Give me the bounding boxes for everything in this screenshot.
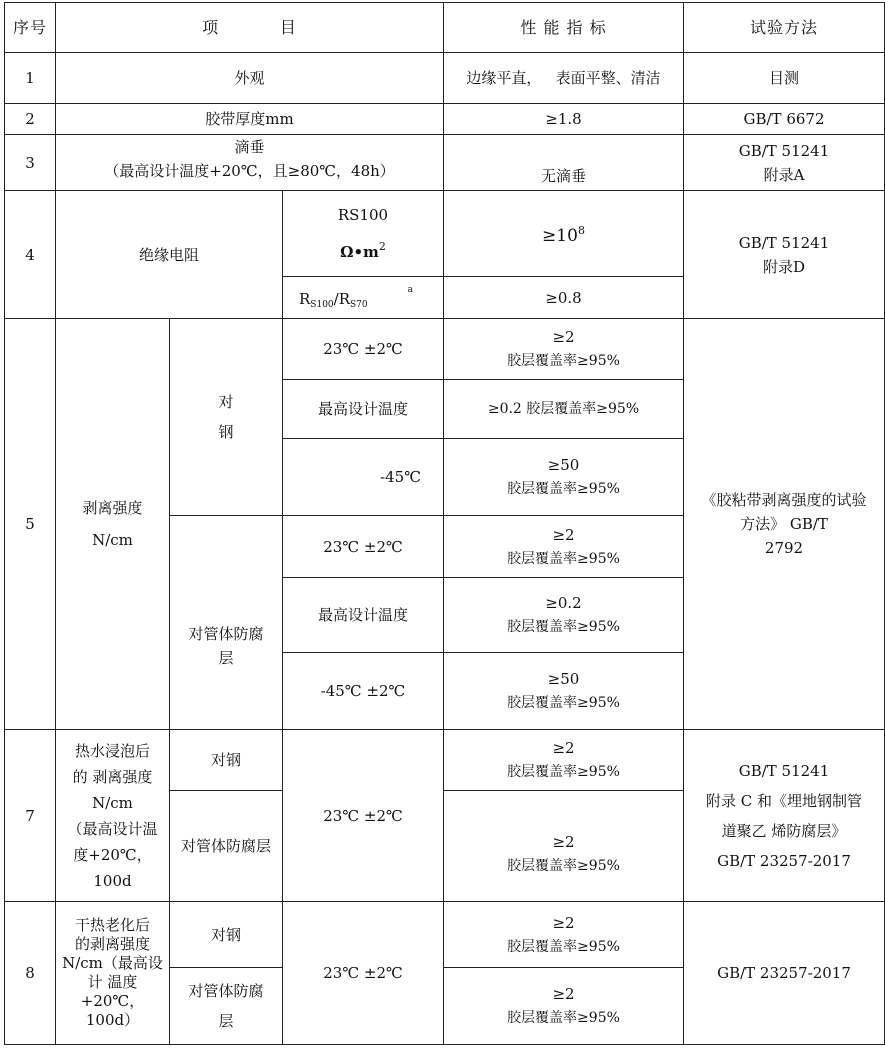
header-row — [5, 3, 885, 53]
method-line: 道聚乙 烯防腐层》 — [721, 821, 847, 840]
spec-base: ≥10 — [542, 226, 578, 246]
spec-line: ≥2 — [552, 525, 575, 544]
item-line: N/cm（最高设 — [62, 954, 163, 972]
spec-line: ≥2 — [552, 328, 575, 346]
ratio-a: R — [299, 290, 311, 308]
condition-cell: 23℃ ±2℃ — [283, 516, 444, 578]
table-row — [5, 104, 885, 135]
condition-cell: -45℃ ±2℃ — [283, 653, 444, 730]
steel-line: 对 — [218, 393, 234, 411]
spec-cell — [444, 516, 684, 578]
table-row — [5, 135, 885, 191]
sub-item-cell — [283, 277, 444, 319]
spec-line: ≥2 — [552, 739, 575, 757]
spec-cell — [444, 902, 684, 968]
spec-line: ≥2 — [552, 913, 575, 932]
spec-line: ≥2 — [552, 833, 575, 851]
seq-cell: 1 — [5, 53, 56, 104]
header-item: 项 目 — [56, 3, 444, 53]
method-line: GB/T 51241 — [738, 141, 830, 160]
coating-line: 对管体防腐 — [188, 982, 264, 1000]
method-cell — [684, 730, 885, 902]
condition-cell: 23℃ ±2℃ — [283, 902, 444, 1045]
spec-line: 胶层覆盖率≥95% — [507, 764, 620, 780]
steel-cell: 对钢 — [170, 902, 283, 968]
table-row — [5, 191, 885, 277]
item-cell: 外观 — [56, 53, 444, 104]
spec-cell — [444, 191, 684, 277]
table-row — [5, 53, 885, 104]
coating-line: 层 — [218, 1012, 234, 1030]
steel-line: 钢 — [218, 423, 234, 441]
method-line: GB/T 23257-2017 — [717, 851, 851, 870]
item-cell — [56, 319, 170, 730]
seq-cell: 8 — [5, 902, 56, 1045]
spec-line: 胶层覆盖率≥95% — [507, 619, 620, 635]
spec-exponent: 8 — [577, 224, 585, 237]
method-cell — [684, 135, 885, 191]
spec-cell — [444, 968, 684, 1045]
method-line: GB/T 51241 — [738, 761, 830, 780]
footnote-mark: a — [407, 285, 413, 295]
unit-line — [287, 231, 439, 268]
spec-cell — [444, 578, 684, 653]
spec-table — [4, 2, 885, 1045]
spec-line: 胶层覆盖率≥95% — [507, 550, 620, 567]
sub-item-cell — [283, 191, 444, 277]
spec-line: ≥50 — [547, 456, 580, 474]
item-line: +20℃， — [80, 992, 145, 1010]
ratio-b: /R — [333, 290, 350, 308]
table-row — [5, 902, 885, 968]
unit-exponent: 2 — [378, 240, 386, 253]
spec-line: 胶层覆盖率≥95% — [507, 695, 620, 711]
seq-cell: 4 — [5, 191, 56, 319]
ratio-a-sub: S100 — [310, 300, 334, 310]
table-row — [5, 319, 885, 380]
seq-cell: 3 — [5, 135, 56, 191]
table-row — [5, 730, 885, 791]
header-seq: 序号 — [5, 3, 56, 53]
method-line: 《胶粘带剥离强度的试验 — [701, 491, 867, 509]
item-line: N/cm — [92, 793, 133, 812]
coating-line: 层 — [218, 649, 234, 667]
spec-line: 胶层覆盖率≥95% — [507, 1010, 620, 1026]
spec-cell — [444, 319, 684, 380]
spec-cell: 边缘平直， 表面平整、清洁 — [444, 53, 684, 104]
coating-line: 对管体防腐 — [188, 625, 264, 643]
seq-cell: 7 — [5, 730, 56, 902]
spec-cell — [444, 730, 684, 791]
spec-line: 胶层覆盖率≥95% — [507, 353, 620, 369]
item-line: 滴垂 — [234, 138, 265, 156]
spec-cell: ≥1.8 — [444, 104, 684, 135]
item-line: （最高设计温度+20℃，且≥80℃，48h） — [104, 162, 395, 180]
spec-cell: ≥0.8 — [444, 277, 684, 319]
method-cell: GB/T 6672 — [684, 104, 885, 135]
item-line: 100d — [93, 871, 132, 890]
item-line: 剥离强度 — [82, 499, 143, 517]
item-line: 计 温度 — [87, 973, 138, 991]
item-line: 热水浸泡后 — [74, 741, 150, 760]
spec-line: ≥2 — [552, 985, 575, 1003]
item-cell: 胶带厚度mm — [56, 104, 444, 135]
spec-cell — [444, 653, 684, 730]
steel-cell — [170, 319, 283, 516]
item-line: 100d） — [85, 1011, 140, 1029]
method-line: 2792 — [764, 539, 804, 557]
seq-cell: 5 — [5, 319, 56, 730]
header-spec: 性 能 指 标 — [444, 3, 684, 53]
header-method: 试验方法 — [684, 3, 885, 53]
item-cell — [56, 135, 444, 191]
coating-cell — [170, 968, 283, 1045]
coating-cell — [170, 516, 283, 730]
condition-cell: 23℃ ±2℃ — [283, 319, 444, 380]
spec-line: 胶层覆盖率≥95% — [507, 481, 620, 497]
method-line: GB/T 51241 — [738, 233, 830, 252]
ratio-b-sub: S70 — [350, 300, 368, 310]
spec-cell — [444, 439, 684, 516]
item-line: 的剥离强度 — [74, 935, 150, 953]
item-cell — [56, 902, 170, 1045]
item-line: N/cm — [92, 531, 133, 549]
method-line: 附录A — [763, 165, 805, 184]
spec-cell — [444, 791, 684, 902]
item-line: 的 剥离强度 — [72, 767, 153, 786]
method-line: 附录 C 和《埋地钢制管 — [705, 791, 862, 810]
method-cell — [684, 191, 885, 319]
method-cell — [684, 319, 885, 730]
condition-cell: 23℃ ±2℃ — [283, 730, 444, 902]
item-line: （最高设计温 — [67, 819, 158, 838]
condition-cell: -45℃ — [283, 439, 444, 516]
steel-cell: 对钢 — [170, 730, 283, 791]
sub-item-line: RS100 — [337, 206, 389, 224]
spec-line: 胶层覆盖率≥95% — [507, 858, 620, 874]
seq-cell: 2 — [5, 104, 56, 135]
method-line: 附录D — [762, 257, 806, 276]
method-cell: GB/T 23257-2017 — [684, 902, 885, 1045]
condition-cell: 最高设计温度 — [283, 578, 444, 653]
item-line: 干热老化后 — [74, 916, 150, 934]
spec-line: 胶层覆盖率≥95% — [507, 938, 620, 955]
item-line: 度+20℃， — [73, 845, 152, 864]
unit-text: Ω•m — [340, 243, 379, 261]
spec-cell: ≥0.2 胶层覆盖率≥95% — [444, 380, 684, 439]
item-cell: 绝缘电阻 — [56, 191, 283, 319]
coating-cell: 对管体防腐层 — [170, 791, 283, 902]
method-cell: 目测 — [684, 53, 885, 104]
spec-line: ≥0.2 — [545, 594, 582, 612]
method-line: 方法》 GB/T — [740, 515, 828, 533]
condition-cell: 最高设计温度 — [283, 380, 444, 439]
spec-cell: 无滴垂 — [444, 135, 684, 191]
spec-line: ≥50 — [547, 670, 580, 688]
item-cell — [56, 730, 170, 902]
